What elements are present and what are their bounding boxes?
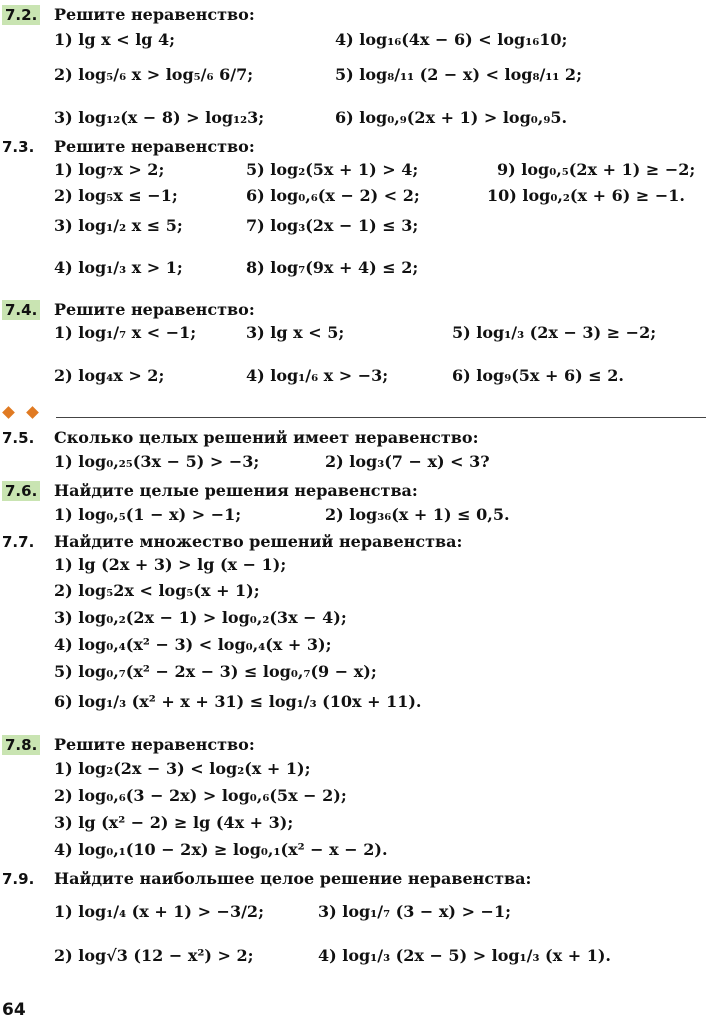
problem-heading: Сколько целых решений имеет неравенство: (54, 428, 479, 447)
inequality: 1) log₀,₂₅(3x − 5) > −3; (54, 452, 260, 471)
inequality: 4) log₁₆(4x − 6) < log₁₆10; (335, 30, 568, 49)
inequality: 7) log₃(2x − 1) ≤ 3; (246, 216, 419, 235)
problem-number: 7.2. (2, 5, 40, 25)
section-divider (56, 417, 706, 418)
inequality: 3) log₁/₇ (3 − x) > −1; (318, 902, 511, 921)
inequality: 6) log₁/₃ (x² + x + 31) ≤ log₁/₃ (10x + 11). (54, 692, 422, 711)
inequality: 9) log₀,₅(2x + 1) ≥ −2; (497, 160, 696, 179)
inequality: 8) log₇(9x + 4) ≤ 2; (246, 258, 419, 277)
inequality: 1) log₀,₅(1 − x) > −1; (54, 505, 242, 524)
inequality: 4) log₁/₆ x > −3; (246, 366, 389, 385)
inequality: 6) log₉(5x + 6) ≤ 2. (452, 366, 624, 385)
inequality: 2) log₅x ≤ −1; (54, 186, 178, 205)
diamond-icon (26, 406, 39, 419)
inequality: 10) log₀,₂(x + 6) ≥ −1. (487, 186, 685, 205)
problem-number: 7.7. (2, 533, 35, 551)
page-number: 64 (2, 1000, 26, 1020)
inequality: 2) log₄x > 2; (54, 366, 165, 385)
problem-number: 7.6. (2, 481, 40, 501)
inequality: 6) log₀,₉(2x + 1) > log₀,₉5. (335, 108, 568, 127)
inequality: 1) log₇x > 2; (54, 160, 165, 179)
inequality: 1) log₁/₄ (x + 1) > −3/2; (54, 902, 264, 921)
inequality: 1) lg (2x + 3) > lg (x − 1); (54, 555, 287, 574)
inequality: 1) log₂(2x − 3) < log₂(x + 1); (54, 759, 311, 778)
inequality: 4) log₁/₃ (2x − 5) > log₁/₃ (x + 1). (318, 946, 611, 965)
inequality: 3) lg (x² − 2) ≥ lg (4x + 3); (54, 813, 294, 832)
problem-heading: Найдите наибольшее целое решение неравенства: (54, 869, 532, 888)
inequality: 2) log₀,₆(3 − 2x) > log₀,₆(5x − 2); (54, 786, 347, 805)
problem-number: 7.9. (2, 870, 35, 888)
problem-heading: Решите неравенство: (54, 300, 255, 319)
problem-heading: Решите неравенство: (54, 735, 255, 754)
problem-number: 7.4. (2, 300, 40, 320)
inequality: 2) log₃(7 − x) < 3? (325, 452, 490, 471)
inequality: 2) log₅2x < log₅(x + 1); (54, 581, 260, 600)
diamond-icon (2, 406, 15, 419)
inequality: 5) log₁/₃ (2x − 3) ≥ −2; (452, 323, 657, 342)
problem-heading: Решите неравенство: (54, 5, 255, 24)
inequality: 5) log₂(5x + 1) > 4; (246, 160, 419, 179)
inequality: 2) log₃₆(x + 1) ≤ 0,5. (325, 505, 510, 524)
inequality: 3) log₁₂(x − 8) > log₁₂3; (54, 108, 265, 127)
problem-heading: Решите неравенство: (54, 137, 255, 156)
inequality: 5) log₀,₇(x² − 2x − 3) ≤ log₀,₇(9 − x); (54, 662, 377, 681)
problem-number: 7.8. (2, 735, 40, 755)
problem-heading: Найдите множество решений неравенства: (54, 532, 463, 551)
inequality: 2) log₅/₆ x > log₅/₆ 6/7; (54, 65, 254, 84)
inequality: 4) log₀,₁(10 − 2x) ≥ log₀,₁(x² − x − 2). (54, 840, 388, 859)
problem-number: 7.3. (2, 138, 35, 156)
inequality: 4) log₁/₃ x > 1; (54, 258, 183, 277)
inequality: 4) log₀,₄(x² − 3) < log₀,₄(x + 3); (54, 635, 332, 654)
problem-number: 7.5. (2, 429, 35, 447)
inequality: 1) lg x < lg 4; (54, 30, 176, 49)
inequality: 6) log₀,₆(x − 2) < 2; (246, 186, 420, 205)
inequality: 3) log₀,₂(2x − 1) > log₀,₂(3x − 4); (54, 608, 347, 627)
inequality: 3) lg x < 5; (246, 323, 345, 342)
inequality: 5) log₈/₁₁ (2 − x) < log₈/₁₁ 2; (335, 65, 582, 84)
inequality: 3) log₁/₂ x ≤ 5; (54, 216, 183, 235)
inequality: 2) log√3 (12 − x²) > 2; (54, 946, 254, 965)
problem-heading: Найдите целые решения неравенства: (54, 481, 418, 500)
inequality: 1) log₁/₇ x < −1; (54, 323, 197, 342)
